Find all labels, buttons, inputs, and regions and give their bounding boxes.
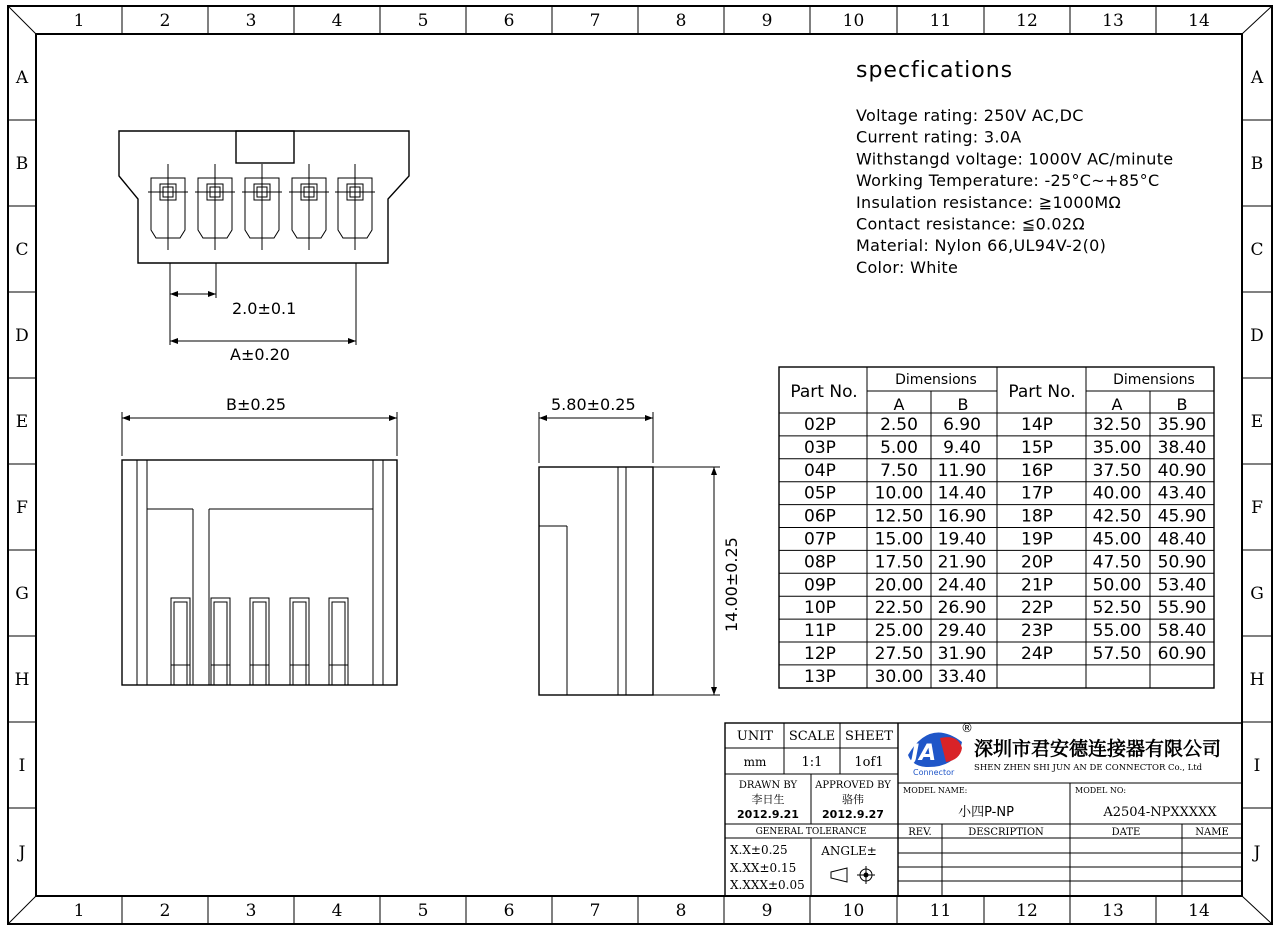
frame-column-label-top: 1 <box>73 11 85 31</box>
frame-column-label-top: 3 <box>245 11 257 31</box>
table-cell-left: 16.90 <box>937 506 987 527</box>
table-cell-right: 43.40 <box>1157 483 1207 504</box>
spec-line: Withstangd voltage: 1000V AC/minute <box>856 149 1174 169</box>
frame-column-label-top: 2 <box>159 11 171 31</box>
unit-value: mm <box>743 755 767 769</box>
frame-column-label-bottom: 1 <box>73 901 85 921</box>
model-name-label: MODEL NAME: <box>903 786 968 795</box>
table-cell-left: 11.90 <box>937 460 987 481</box>
frame-column-label-top: 5 <box>417 11 429 31</box>
frame-row-label-left: F <box>16 498 28 518</box>
table-cell-right: 45.00 <box>1092 529 1142 550</box>
frame-column-label-top: 6 <box>503 11 515 31</box>
frame-column-label-top: 8 <box>675 11 687 31</box>
table-cell-left: 07P <box>804 529 836 550</box>
table-cell-right: 42.50 <box>1092 506 1142 527</box>
model-name-value: 小四P-NP <box>958 805 1014 820</box>
table-cell-right: 50.00 <box>1092 575 1142 596</box>
svg-text:Connector: Connector <box>913 768 955 777</box>
terminal-slot <box>329 598 348 685</box>
general-tolerance-label: GENERAL TOLERANCE <box>755 827 867 837</box>
frame-row-label-right: C <box>1250 240 1264 260</box>
svg-text:®: ® <box>961 721 973 735</box>
frame-column-label-bottom: 4 <box>331 901 343 921</box>
end-view <box>539 467 653 695</box>
frame-column-label-bottom: 3 <box>245 901 257 921</box>
drawn-by-name: 李日生 <box>751 793 785 806</box>
table-cell-right: 55.00 <box>1092 621 1142 642</box>
table-cell-left: 30.00 <box>874 666 924 687</box>
frame-column-label-top: 13 <box>1102 11 1124 31</box>
frame-row-label-left: A <box>15 68 29 88</box>
sheet-label: SHEET <box>845 729 893 744</box>
table-cell-left: 6.90 <box>943 415 981 435</box>
spec-line: Insulation resistance: ≧1000MΩ <box>856 192 1121 212</box>
table-header-a-right: A <box>1111 395 1123 414</box>
table-cell-left: 13P <box>804 666 836 687</box>
a-dimension-label: A±0.20 <box>230 345 290 364</box>
contact-cavity <box>335 164 375 250</box>
dimension-table <box>779 367 1214 688</box>
table-cell-right: 52.50 <box>1092 598 1142 619</box>
frame-column-label-top: 9 <box>761 11 773 31</box>
table-cell-left: 09P <box>804 575 836 596</box>
table-cell-right: 53.40 <box>1157 575 1207 596</box>
terminal-slot <box>250 598 269 685</box>
table-cell-left: 33.40 <box>937 666 987 687</box>
tolerance-two-decimal: X.XX±0.15 <box>730 861 797 875</box>
frame-column-label-top: 4 <box>331 11 343 31</box>
table-cell-right: 57.50 <box>1092 644 1142 664</box>
contact-cavity <box>242 164 282 250</box>
frame-row-label-left: H <box>14 670 30 690</box>
rev-label: REV. <box>908 827 932 838</box>
frame-row-label-left: B <box>15 154 29 174</box>
table-cell-right: 20P <box>1021 552 1053 573</box>
frame-grid-labels <box>15 11 1265 921</box>
table-cell-left: 11P <box>804 621 836 642</box>
table-cell-left: 10.00 <box>874 483 924 504</box>
height-dimension-label: 14.00±0.25 <box>722 537 741 632</box>
table-cell-left: 27.50 <box>874 644 924 664</box>
frame-row-label-left: D <box>15 326 29 346</box>
table-cell-left: 25.00 <box>874 621 924 642</box>
frame-column-label-bottom: 6 <box>503 901 515 921</box>
table-cell-left: 5.00 <box>880 437 918 458</box>
contact-cavities <box>148 164 375 250</box>
frame-column-label-top: 11 <box>929 11 952 31</box>
table-cell-left: 12P <box>804 644 836 664</box>
table-header-a-left: A <box>893 395 905 414</box>
frame-row-label-right: G <box>1250 584 1264 604</box>
frame-column-label-bottom: 10 <box>842 901 865 921</box>
company-logo <box>907 721 973 777</box>
frame-row-label-right: H <box>1249 670 1265 690</box>
table-cell-left: 2.50 <box>880 415 918 435</box>
terminal-slots <box>171 598 348 685</box>
frame-row-label-right: I <box>1253 756 1261 776</box>
table-cell-right: 19P <box>1021 529 1053 550</box>
table-cell-left: 12.50 <box>874 506 924 527</box>
table-header-b-right: B <box>1176 395 1188 414</box>
terminal-slot <box>171 598 190 685</box>
scale-value: 1:1 <box>801 755 823 770</box>
frame-column-label-bottom: 5 <box>417 901 429 921</box>
table-cell-right: 48.40 <box>1157 529 1207 550</box>
drawn-by-label: DRAWN BY <box>738 780 798 791</box>
spec-line: Color: White <box>856 257 959 277</box>
frame-column-label-bottom: 2 <box>159 901 171 921</box>
frame-row-label-left: J <box>18 843 26 863</box>
side-view <box>122 460 397 685</box>
description-label: DESCRIPTION <box>968 827 1044 838</box>
tolerance-one-decimal: X.X±0.25 <box>730 843 788 857</box>
frame-column-label-bottom: 14 <box>1188 901 1210 921</box>
table-cell-left: 19.40 <box>937 529 987 550</box>
frame-row-label-left: I <box>18 756 26 776</box>
table-cell-right: 35.00 <box>1092 437 1142 458</box>
table-cell-right: 32.50 <box>1092 415 1142 435</box>
table-cell-right: 58.40 <box>1157 621 1207 642</box>
table-cell-left: 02P <box>804 415 836 435</box>
frame-column-label-bottom: 7 <box>589 901 601 921</box>
table-cell-right: 15P <box>1021 437 1053 458</box>
table-cell-left: 9.40 <box>943 437 981 458</box>
table-cell-right: 47.50 <box>1092 552 1142 573</box>
table-cell-right: 38.40 <box>1157 437 1207 458</box>
table-cell-right: 17P <box>1021 483 1053 504</box>
date-label: DATE <box>1111 827 1141 838</box>
table-cell-right: 35.90 <box>1157 415 1207 435</box>
scale-label: SCALE <box>788 729 836 744</box>
table-header-b-left: B <box>957 395 969 414</box>
company-name-cn: 深圳市君安德连接器有限公司 <box>974 738 1222 760</box>
table-cell-right: 18P <box>1021 506 1053 527</box>
table-header-part-no-right: Part No. <box>1008 382 1076 402</box>
frame-column-label-top: 12 <box>1016 11 1038 31</box>
table-cell-left: 15.00 <box>874 529 924 550</box>
approved-date: 2012.9.27 <box>822 808 884 821</box>
contact-cavity <box>148 164 188 250</box>
frame-row-label-left: C <box>15 240 29 260</box>
table-cell-left: 04P <box>804 460 836 481</box>
table-cell-right: 22P <box>1021 598 1053 619</box>
table-cell-left: 20.00 <box>874 575 924 596</box>
spec-line: Current rating: 3.0A <box>856 127 1022 147</box>
table-cell-right: 16P <box>1021 460 1053 481</box>
approved-by-label: APPROVED BY <box>815 780 891 791</box>
specs-list <box>856 106 1173 277</box>
table-cell-right: 60.90 <box>1157 644 1207 664</box>
table-header-part-no-left: Part No. <box>790 382 858 402</box>
model-no-value: A2504-NPXXXXX <box>1103 805 1217 820</box>
b-dimension-label: B±0.25 <box>226 395 287 414</box>
table-cell-right: 50.90 <box>1157 552 1207 573</box>
spec-line: Working Temperature: -25°C~+85°C <box>856 171 1160 191</box>
frame-column-label-bottom: 11 <box>929 901 952 921</box>
frame-row-label-left: G <box>15 584 29 604</box>
svg-text:JA: JA <box>911 741 937 766</box>
table-cell-right: 23P <box>1021 621 1053 642</box>
table-cell-left: 26.90 <box>937 598 987 619</box>
frame-row-label-right: B <box>1250 154 1264 174</box>
frame-column-label-top: 7 <box>589 11 601 31</box>
table-cell-left: 24.40 <box>937 575 987 596</box>
table-cell-left: 7.50 <box>880 460 918 481</box>
table-cell-left: 29.40 <box>937 621 987 642</box>
table-cell-left: 05P <box>804 483 836 504</box>
terminal-slot <box>211 598 230 685</box>
drawn-date: 2012.9.21 <box>737 808 799 821</box>
table-cell-left: 10P <box>804 598 836 619</box>
frame-column-label-bottom: 12 <box>1016 901 1038 921</box>
model-no-label: MODEL NO: <box>1075 786 1127 795</box>
frame-column-label-top: 14 <box>1188 11 1210 31</box>
table-cell-right: 21P <box>1021 575 1053 596</box>
table-cell-right: 55.90 <box>1157 598 1207 619</box>
frame-column-label-bottom: 13 <box>1102 901 1124 921</box>
terminal-slot <box>290 598 309 685</box>
table-body <box>804 415 1206 687</box>
pitch-dimension-label: 2.0±0.1 <box>232 299 297 318</box>
table-cell-left: 08P <box>804 552 836 573</box>
contact-cavity <box>195 164 235 250</box>
name-label: NAME <box>1195 827 1229 838</box>
specs-title: specfications <box>856 58 1014 83</box>
frame-row-label-right: E <box>1250 412 1264 432</box>
frame-column-label-bottom: 9 <box>761 901 773 921</box>
spec-line: Voltage rating: 250V AC,DC <box>856 106 1084 125</box>
frame-row-label-right: D <box>1250 326 1264 346</box>
approved-by-name: 骆伟 <box>842 793 864 806</box>
table-cell-right: 37.50 <box>1092 460 1142 481</box>
depth-dimension-label: 5.80±0.25 <box>551 395 636 414</box>
frame-row-label-right: J <box>1253 843 1261 863</box>
angle-tolerance-label: ANGLE± <box>821 844 877 858</box>
projection-symbol-icon <box>831 866 875 884</box>
height-dimension <box>653 467 720 695</box>
company-name-en: SHEN ZHEN SHI JUN AN DE CONNECTOR Co., Ltd <box>974 763 1203 773</box>
tolerance-three-decimal: X.XXX±0.05 <box>730 878 805 892</box>
table-cell-right: 14P <box>1021 415 1053 435</box>
spec-line: Contact resistance: ≦0.02Ω <box>856 214 1085 234</box>
table-cell-left: 06P <box>804 506 836 527</box>
table-header-dimensions-right: Dimensions <box>1113 372 1195 388</box>
frame-column-label-bottom: 8 <box>675 901 687 921</box>
frame-row-label-right: A <box>1250 68 1264 88</box>
table-cell-left: 31.90 <box>937 644 987 664</box>
table-cell-left: 14.40 <box>937 483 987 504</box>
table-cell-left: 03P <box>804 437 836 458</box>
table-cell-left: 17.50 <box>874 552 924 573</box>
frame-row-label-left: E <box>15 412 29 432</box>
table-cell-right: 45.90 <box>1157 506 1207 527</box>
table-cell-left: 21.90 <box>937 552 987 573</box>
table-cell-right: 24P <box>1021 644 1053 664</box>
table-cell-right: 40.00 <box>1092 483 1142 504</box>
table-cell-left: 22.50 <box>874 598 924 619</box>
top-view <box>119 131 409 263</box>
table-header-dimensions-left: Dimensions <box>895 372 977 388</box>
contact-cavity <box>289 164 329 250</box>
unit-label: UNIT <box>736 729 774 744</box>
frame-column-label-top: 10 <box>842 11 865 31</box>
table-cell-right: 40.90 <box>1157 460 1207 481</box>
depth-dimension <box>539 412 653 463</box>
spec-line: Material: Nylon 66,UL94V-2(0) <box>856 236 1107 256</box>
frame-row-label-right: F <box>1251 498 1263 518</box>
sheet-value: 1of1 <box>854 755 884 770</box>
b-dimension <box>122 412 397 456</box>
